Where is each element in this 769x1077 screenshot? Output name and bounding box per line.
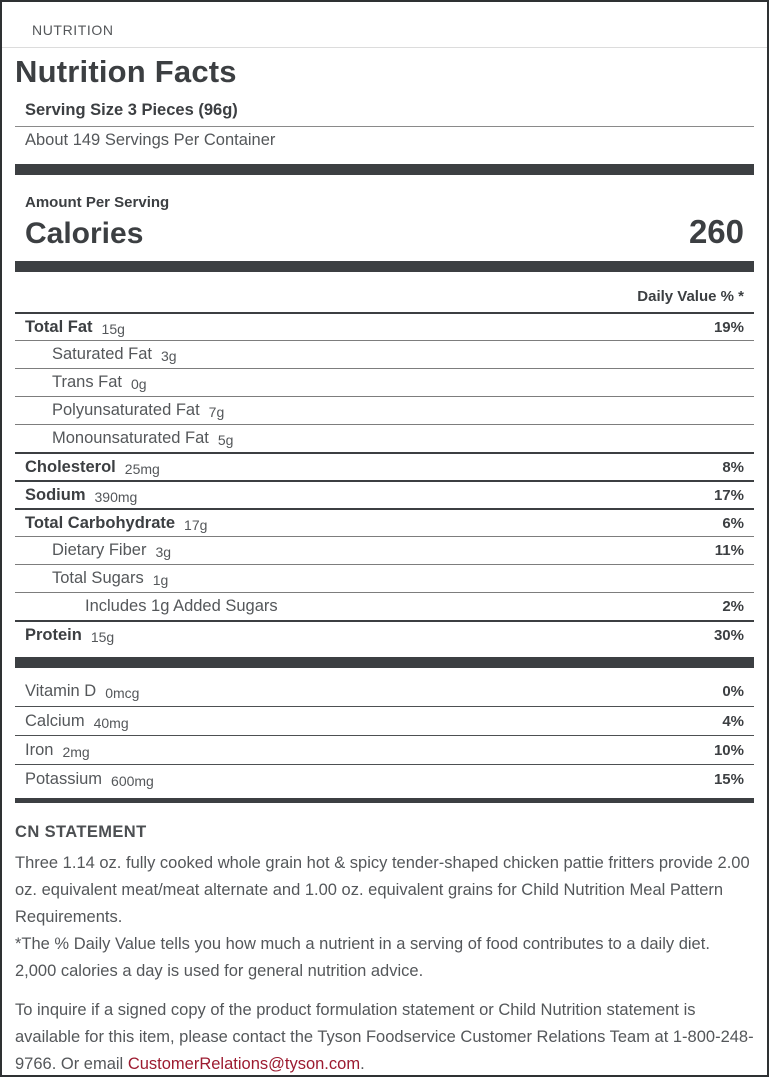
vitamin-dv: 0%: [722, 683, 744, 700]
vitamin-name: Iron: [25, 740, 54, 759]
nutrient-amount: 17g: [184, 516, 208, 533]
nutrient-row-trans-fat: [15, 368, 754, 396]
section-divider-bar: [15, 164, 754, 175]
nutrient-row-added-sugars: [15, 592, 754, 620]
contact-text: To inquire if a signed copy of the product formulation statement or Child Nutrition statement is available for this item, please contact the Tyson Foodservice Customer Relations Team at 1-800-248-9766. Or email: [15, 1001, 754, 1073]
nutrient-row-sodium: [15, 480, 754, 508]
nutrient-name: Protein: [25, 625, 82, 644]
cn-statement-body: Three 1.14 oz. fully cooked whole grain hot & spicy tender-shaped chicken pattie fritters provide 2.00 oz. equivalent meat/meat alternate and 1.00 oz. equivalent grains for Child Nutrition Meal Pattern Requirements.: [15, 854, 750, 926]
vitamin-name: Potassium: [25, 769, 103, 788]
nutrient-name: Total Fat: [25, 317, 93, 336]
nutrient-row-monounsaturated-fat: [15, 424, 754, 452]
daily-value-footnote: *The % Daily Value tells you how much a nutrient in a serving of food contributes to a daily diet. 2,000 calories a day is used for general nutrition advice.: [15, 935, 710, 980]
nutrient-name: Cholesterol: [25, 457, 116, 476]
nutrient-name: Polyunsaturated Fat: [52, 401, 200, 419]
nutrient-name: Total Carbohydrate: [25, 513, 176, 532]
nutrient-amount: 15g: [90, 628, 115, 645]
nutrition-tab-label: NUTRITION: [32, 22, 114, 38]
servings-per-container: About 149 Servings Per Container: [25, 131, 276, 149]
cn-statement-section: [15, 823, 754, 1077]
nutrient-dv: 2%: [722, 598, 744, 615]
vitamin-dv: 10%: [713, 741, 744, 759]
nutrient-row-dietary-fiber: [15, 536, 754, 564]
nutrient-amount: 15g: [101, 320, 125, 337]
nutrient-row-total-carbohydrate: [15, 508, 754, 536]
calories-label: Calories: [25, 217, 144, 250]
nutrient-dv: 11%: [714, 542, 744, 559]
nutrient-amount: 3g: [160, 348, 177, 364]
nutrient-name: Dietary Fiber: [52, 541, 147, 559]
nutrient-name: Monounsaturated Fat: [52, 429, 209, 447]
vitamin-amount: 600mg: [111, 772, 154, 789]
nutrient-dv: 30%: [713, 626, 744, 644]
vitamins-table: [2, 677, 767, 793]
nutrient-amount: 390mg: [94, 488, 138, 505]
vitamin-row-vitamin-d: [15, 677, 754, 706]
calories-row: [15, 213, 754, 251]
nutrient-dv: 17%: [713, 486, 744, 504]
contact-text-suffix: .: [360, 1055, 365, 1073]
nutrients-table: [2, 312, 767, 648]
vitamin-dv: 4%: [722, 712, 744, 730]
nutrient-row-total-fat: [15, 312, 754, 340]
serving-size: Serving Size 3 Pieces (96g): [15, 90, 754, 127]
nutrient-amount: 25mg: [124, 460, 160, 477]
amount-per-serving-label: Amount Per Serving: [25, 194, 170, 211]
nutrient-name: Includes 1g Added Sugars: [85, 597, 278, 615]
section-divider-bar: [15, 261, 754, 272]
vitamin-amount: 40mg: [93, 714, 129, 731]
nutrient-name: Trans Fat: [52, 373, 122, 391]
contact-paragraph: [15, 997, 754, 1077]
vitamin-row-potassium: [15, 764, 754, 793]
nutrient-name: Total Sugars: [52, 569, 144, 587]
nutrient-name: Sodium: [25, 485, 86, 504]
vitamin-dv: 15%: [713, 770, 744, 788]
nutrient-amount: 5g: [217, 432, 234, 448]
customer-relations-email-link[interactable]: CustomerRelations@tyson.com: [127, 1055, 361, 1073]
vitamin-name: Calcium: [25, 711, 85, 730]
nutrient-dv: 8%: [722, 458, 744, 476]
vitamin-amount: 0mcg: [105, 685, 140, 701]
nutrient-row-total-sugars: [15, 564, 754, 592]
daily-value-header: Daily Value % *: [637, 288, 744, 305]
nutrition-tab[interactable]: [2, 2, 767, 48]
nutrient-amount: 1g: [152, 572, 169, 588]
cn-statement-heading: CN STATEMENT: [15, 823, 147, 841]
section-divider-bar: [15, 657, 754, 668]
section-divider-bar: [15, 798, 754, 803]
nutrient-row-protein: [15, 620, 754, 648]
nutrient-row-polyunsaturated-fat: [15, 396, 754, 424]
nutrient-row-cholesterol: [15, 452, 754, 480]
nutrient-name: Saturated Fat: [52, 345, 152, 363]
vitamin-amount: 2mg: [62, 743, 90, 760]
nutrient-dv: 6%: [722, 514, 744, 532]
vitamin-name: Vitamin D: [25, 682, 97, 700]
nutrient-amount: 3g: [155, 544, 172, 560]
page-title: Nutrition Facts: [15, 54, 237, 89]
nutrient-amount: 0g: [131, 376, 147, 392]
nutrient-row-saturated-fat: [15, 340, 754, 368]
calories-value: 260: [688, 213, 744, 250]
vitamin-row-calcium: [15, 706, 754, 735]
nutrient-dv: 19%: [713, 318, 744, 336]
nutrient-amount: 7g: [208, 404, 225, 420]
vitamin-row-iron: [15, 735, 754, 764]
